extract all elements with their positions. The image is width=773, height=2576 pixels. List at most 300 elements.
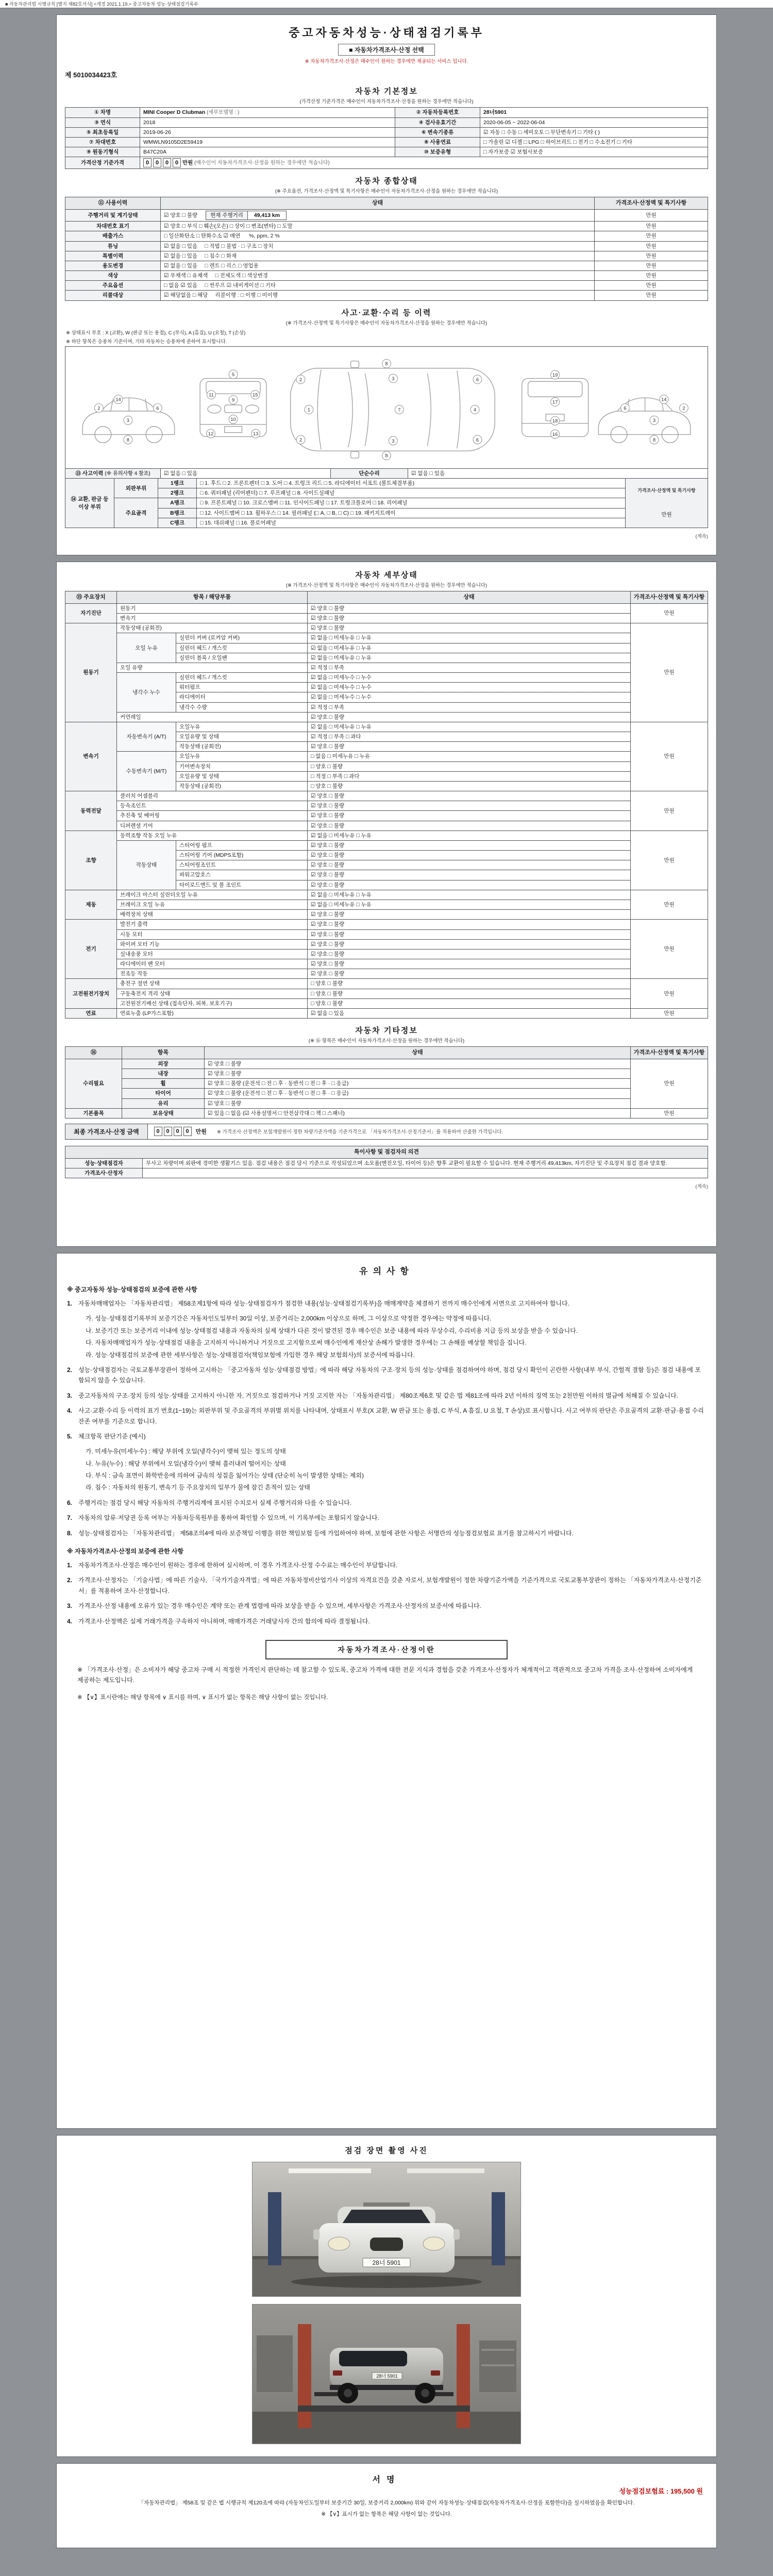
table-row [65,157,708,169]
svg-text:3: 3 [652,417,656,423]
signature-check-note: ※ 【∨】표시가 없는 항목은 해당 사항이 없는 것입니다. [321,2511,452,2518]
svg-text:8: 8 [652,436,656,443]
notice-item: 3. 가격조사·산정 내용에 오류가 있는 경우 매수인은 계약 또는 관계 법령에 따라 보상을 받을 수 있으며, 세부사항은 가격조사·산정자의 보증서에 따릅니다. [67,1602,481,1610]
table-row [65,231,708,241]
remarks-table [65,1146,708,1178]
fee-value: 195,500 원 [670,2487,703,2495]
state-checks: □ 적정 □ 부족 □ 과다 [308,771,631,781]
svg-text:7: 7 [398,406,401,412]
table-row [65,468,708,479]
price-select-option [65,44,708,56]
section-note: (※ 주요옵션, 가격조사·산정액 및 특기사항은 매수인이 자동차가격조사·산정을 원하는 경우에만 적습니다) [275,189,498,195]
price-cell: 만원 [595,281,708,291]
state-checks: ☑ 무채색 □ 유채색 □ 전체도색 □ 색상변경 [161,271,595,281]
item-label: 오일누유 [176,722,308,732]
state-checks: ☑ 적정 □ 부족 □ 과다 [308,732,631,742]
state-checks: ☑ 양호 □ 불량 [308,949,631,959]
item-label: 라디에이터 팬 모터 [117,959,308,969]
price-cell: 만원 [631,890,708,920]
column-header: ⑮ 주요장치 [65,591,117,604]
state-checks: ☑ 양호 □ 불량 [308,811,631,821]
notice-subitem: 다. 자동차매매업자가 성능·상태점검 내용을 고지하지 아니하거나 거짓으로 고지함으로써 매수인에게 재산상 손해가 발생한 경우에는 그 손해를 배상할 책임을 집니다. [86,1339,527,1347]
state-checks: ☑ 양호 □ 불량 [308,614,631,623]
item-label: 실린더 헤드 / 개스킷 [176,643,308,653]
item-label: 실린더 커버 (로커암 커버) [176,633,308,643]
table-row [65,811,708,821]
state-checks: ☑ 양호 □ 불량 [308,939,631,949]
panel-number-6 [473,375,482,384]
table-row [65,1069,708,1079]
photo-lift-svg [253,2304,520,2444]
table-row [65,1168,708,1178]
svg-text:13: 13 [253,430,259,436]
price-cell: 만원 [595,210,708,222]
field-label: 가격산정 기준가격 [65,157,140,169]
panel-number-6 [153,403,162,412]
state-checks: ☑ 양호 □ 불량 [205,1098,631,1108]
column-header: 상태 [308,591,631,604]
item-label: 커먼레일 [117,712,308,722]
table-row [65,603,708,613]
notice-item: 2. 성능·상태점검자는 국토교통부장관이 정하여 고시하는 「중고자동차 성능·상태점검 방법」에 따라 해당 자동차의 구조·장치 등의 성능·상태를 점검하여야 하며, 점검 당시 확인이 곤란한 사항(내부 부식, 간헐적 결함 등)은 점검 내용에 포함되지 않을 수 있습니다. [67,1366,701,1384]
panel-number-8 [650,435,659,444]
panel-number-2 [680,403,688,412]
device-category: 변속기 [65,722,117,791]
item-label: 오일유량 및 상태 [176,732,308,742]
field-label: ② 자동차등록번호 [395,108,480,118]
price-digit: 0 [173,158,181,167]
state-checks: ☑ 양호 □ 부식 □ 훼손(오손) □ 상이 □ 변조(변타) □ 도말 [161,222,595,231]
notice-item: 4. 사고·교환·수리 등 이력의 표기 번호(1~19)는 외판부위 및 주요골격의 부위별 위치를 나타내며, 상태표시 부호(X 교환, W 판금 또는 용접, C 부식, A 흠집, U 요철, T 손상)로 표시합니다. 사고 여부의 판단은 주요골격의 교환·판금·용접 수리 잔존 여부를 기준으로 합니다. [67,1407,704,1425]
car-submodel: (세부모델명 : ) [207,110,240,115]
state-checks: ☑ 양호 □ 불량 [308,791,631,801]
price-digit: 0 [174,1127,182,1136]
rank-label: A랭크 [158,498,197,508]
car-rear-view [522,378,589,436]
price-select-label: ■ 자동차가격조사·산정 선택 [338,44,434,56]
state-checks: ☑ 양호 □ 불량 [205,1059,631,1069]
state-checks: □ 양호 □ 불량 [308,989,631,998]
check-mark-note: ※ 【∨】표시란에는 해당 항목에 ∨ 표시를 하며, ∨ 표시가 없는 항목은 해당 사항이 없는 것입니다. [77,1694,328,1701]
price-cell: 만원 [631,1008,708,1018]
price-digit: 0 [143,158,152,167]
row-label: 차대번호 표기 [65,222,161,231]
engine-type: B47C20A [140,147,395,157]
svg-text:6: 6 [624,404,627,411]
state-checks: ☑ 없음 □ 미세누유 □ 누유 [308,900,631,910]
appraisal-definition-text: ※ 「가격조사·산정」은 소비자가 해당 중고차 구매 시 적정한 가격인지 판단하는 데 참고할 수 있도록, 중고차 가격에 대한 전문 지식과 경험을 갖춘 가격조사·산정자가 체계적이고 객관적으로 중고차 가격을 조사·산정하여 소비자에게 제공하는 제도입니다. [77,1666,693,1684]
item-label: 워터펌프 [176,683,308,692]
signature-statement: 「자동차관리법」 제58조 및 같은 법 시행규칙 제120조에 따라 (자동차인도일부터 보증기간 30일, 보증거리 2,000km) 위와 같이 자동차성능·상태점검(자동차가격조사·산정을 포함한다)을 실시하였음을 확인합니다. [138,2500,635,2506]
row-label: 리콜대상 [65,291,161,300]
sheet-photos [56,2135,717,2457]
state-checks: ☑ 양호 □ 불량 [308,969,631,979]
row-label: 색상 [65,271,161,281]
row-label: 용도변경 [65,261,161,270]
item-label: 동력조향 작동 오일 누유 [117,831,308,840]
state-checks: ☑ 적정 □ 부족 [308,702,631,712]
table-row [65,1079,708,1089]
panel-number-14 [114,395,123,403]
state-checks: ☑ 양호 □ 불량 [308,959,631,969]
panel-rank-table [65,478,708,528]
car-front-view [200,378,266,436]
table-row [65,989,708,998]
appraiser-label: 가격조사·산정자 [65,1168,143,1178]
price-cell: 만원 [595,222,708,231]
price-cell: 만원 [631,722,708,791]
state-checks: □ 없음 ☑ 있음 □ 썬루프 ☑ 내비게이션 □ 기타 [161,281,595,291]
state-checks: ☑ 양호 □ 불량 [308,929,631,939]
section-note: (가격산정 기준가격은 매수인이 자동차가격조사·산정을 원하는 경우에만 적습니다) [299,99,474,105]
table-row [65,518,708,528]
accident-history-checks: ☑ 없음 □ 있음 [161,468,331,479]
svg-text:15: 15 [253,392,258,398]
panel-number-3 [124,416,132,425]
notices-lead2: ※ 자동차가격조사·산정의 보증에 관한 사항 [67,1548,184,1555]
table-row [65,722,708,732]
simple-repair-checks: ☑ 없음 □ 있음 [408,468,708,479]
item-label: 충전구 절연 상태 [117,979,308,989]
table-row [65,1098,708,1108]
final-price-unit: 만원 [195,1129,207,1136]
overall-condition-table [65,197,708,300]
table-row [65,271,708,281]
inspector-label: 성능·상태점검자 [65,1158,143,1168]
item-group: 수동변속기 (M/T) [117,752,176,791]
other-info-table [65,1046,708,1118]
device-category: 제동 [65,890,117,920]
svg-text:2: 2 [299,436,303,443]
table-row [65,1008,708,1018]
table-row [65,1089,708,1098]
device-category: 자기진단 [65,603,117,623]
svg-text:10: 10 [230,416,236,422]
panel-number-12 [207,429,215,438]
item-label: 스티어링 펌프 [176,840,308,850]
field-label: ⑧ 사용연료 [395,137,480,147]
state-checks: ☑ 양호 □ 불량 [205,1069,631,1079]
item-label: 디퍼렌셜 기어 [117,821,308,831]
basic-info-table [65,107,708,169]
table-row [65,222,708,231]
item-label: 실내송풍 모터 [117,949,308,959]
item-label: 와이퍼 모터 기능 [117,939,308,949]
panel-number-10 [229,415,238,423]
table-row [65,752,708,761]
license-plate-text: 28너 5901 [376,2374,398,2379]
table-row [65,210,708,222]
price-cell: 만원 [631,623,708,722]
state-checks: ☑ 양호 □ 불량 [308,870,631,880]
rank2-items: □ 6. 쿼터패널 (리어펜더) □ 7. 루프패널 □ 8. 사이드실패널 [197,488,626,498]
state-checks: ☑ 없음 □ 미세누유 □ 누유 [308,831,631,840]
sheet-notices [56,1253,717,2129]
price-cell: 만원 [595,241,708,251]
state-checks: □ 양호 □ 불량 [308,979,631,989]
device-category: 원동기 [65,623,117,722]
svg-text:3: 3 [392,375,395,381]
notice-item: 1. 자동차매매업자는 「자동차관리법」 제58조제1항에 따라 성능·상태점검자가 점검한 내용(성능·상태점검기록부)을 매매계약을 체결하기 전까지 매수인에게 서면으로 고지하여야 합니다. [67,1300,569,1307]
state-checks: ☑ 없음 □ 있음 □ 적법 □ 불법 · □ 구조 □ 장치 [161,241,595,251]
price-digit: 0 [183,1127,192,1136]
price-select-note: ※ 자동차가격조사·산정은 매수인이 원하는 경우에만 제공되는 서비스 입니다. [305,59,468,64]
column-header: 항목 [122,1047,205,1059]
table-row [65,137,708,147]
state-checks: ☑ 양호 □ 불량 [308,623,631,633]
price-cell: 만원 [631,1108,708,1118]
table-row [65,920,708,929]
svg-text:6: 6 [476,436,479,443]
notice-subitem: 가. 미세누유(미세누수) : 해당 부위에 오일(냉각수)이 맺혀 있는 정도의 상태 [86,1448,286,1455]
rank-price-cell: 가격조사·산정액 및 특기사항 만원 [626,479,708,528]
state-checks: ☑ 없음 □ 미세누수 □ 누수 [308,683,631,692]
base-price-digits [143,158,181,167]
price-cell: 만원 [595,291,708,300]
table-row [65,673,708,683]
table-row [65,939,708,949]
item-group: 냉각수 누수 [117,673,176,713]
base-price-cell [140,157,708,169]
detail-condition-table [65,591,708,1019]
table-row [65,969,708,979]
field-label: ③ 연식 [65,117,140,127]
state-checks: ☑ 없음 □ 미세누유 □ 누유 [308,643,631,653]
table-row [65,1108,708,1118]
inspection-photo-front [252,2162,521,2297]
inspection-insurance-fee [70,2486,703,2496]
table-row [65,127,708,137]
panel-number-17 [551,397,560,406]
column-header: 가격조사·산정액 및 특기사항 [631,1047,708,1059]
panel-number-7 [395,405,404,414]
rank-label: C랭크 [158,518,197,528]
state-code-legend: ※ 상태표시 부호 : X (교환), W (판금 또는 용접), C (부식), A (흠집), U (요철), T (손상) [66,330,246,336]
field-label: ⑦ 차대번호 [65,137,140,147]
field-label: ⑤ 최초등록일 [65,127,140,137]
form-reference-strip [0,0,773,8]
svg-text:6: 6 [476,376,479,382]
form-reference-text: ■ 자동차관리법 시행규칙 [별지 제82호서식] <개정 2021.1.19.> 중고자동차 성능·상태점검기록부 [5,2,198,7]
table-row [65,614,708,623]
table-header-row [65,197,708,210]
final-price-value [148,1125,510,1138]
notice-item: 8. 성능·상태점검자는 「자동차관리법」 제58조의4에 따라 보증책임 이행을 위한 책임보험 등에 가입하여야 하며, 보험에 관한 사항은 서명란의 성능점검보험료 표기를 참고하시기 바랍니다. [67,1529,574,1537]
table-header-row [65,1047,708,1059]
price-cell: 만원 [631,979,708,1009]
field-label: ⑥ 변속기종류 [395,127,480,137]
svg-text:19: 19 [552,371,558,378]
panel-number-8 [382,451,391,460]
field-label: ④ 검사유효기간 [395,117,480,127]
svg-text:16: 16 [552,431,558,437]
panel-number-8 [124,435,132,444]
main-frame-label: 주요골격 [114,498,158,528]
car-side-view-right [598,398,690,434]
table-row [65,117,708,127]
column-header: 상태 [205,1047,631,1059]
state-checks: ☑ 양호 □ 불량 [308,920,631,929]
rankB-items: □ 12. 사이드멤버 □ 13. 휠하우스 □ 14. 필러패널 (□ A, □ B, □ C) □ 19. 패키지트레이 [197,508,626,518]
notice-subitem: 나. 누유(누수) : 해당 부위에서 오일(냉각수)이 맺혀 흘러내려 떨어지는 상태 [86,1460,286,1467]
state-checks: □ 일산화탄소 □ 탄화수소 ☑ 매연 %, ppm, 2 % [161,231,595,241]
price-cell: 만원 [631,831,708,890]
item-label: 원동기 [117,603,308,613]
panel-number-4 [470,405,479,414]
table-row [65,929,708,939]
item-label: 보유상태 [122,1108,205,1118]
field-label: ⑨ 원동기형식 [65,147,140,157]
column-header: ⑯ [65,1047,122,1059]
state-checks: ☑ 양호 □ 불량 [308,603,631,613]
svg-text:17: 17 [552,399,558,405]
notice-subitem: 가. 성능·상태점검기록부의 보증기간은 자동차인도일부터 30일 이상, 보증거리는 2,000km 이상으로 하며, 그 이상으로 약정한 경우에는 약정에 따릅니다. [86,1315,492,1323]
state-checks: ☑ 양호 □ 불량 (운전석 □ 전 □ 후 · 동반석 □ 전 □ 후 · □ 응급) [205,1089,631,1098]
table-row [65,998,708,1008]
state-checks: ☑ 해당없음 □ 해당 리콜이행 : □ 이행 □ 미이행 [161,291,595,300]
table-row [65,261,708,270]
table-row [65,108,708,118]
table-row [65,663,708,672]
state-checks: ☑ 양호 □ 불량 [308,712,631,722]
svg-text:14: 14 [115,396,121,402]
item-label: 배력장치 상태 [117,910,308,920]
price-digit: 0 [154,1127,162,1136]
warranty-type-checks: □ 자가보증 ☑ 보험사보증 [480,147,708,157]
photos-title: 점검 장면 촬영 사진 [345,2146,428,2155]
section-title: 자동차 종합상태 [355,177,418,186]
transmission-type-checks: ☑ 자동 □ 수동 □ 세미오토 □ 무단변속기 □ 기타 ( ) [480,127,708,137]
row-label: 주행거리 및 계기상태 [65,210,161,222]
table-row [65,281,708,291]
state-checks: ☑ 양호 □ 불량 (운전석 □ 전 □ 후 · 동반석 □ 전 □ 후 · □ 응급) [205,1079,631,1089]
item-label: 오일누유 [176,752,308,761]
panel-number-3 [650,416,659,425]
document-number: 제 5010034423호 [65,71,117,79]
sheet-signature [56,2463,717,2548]
state-checks: ☑ 양호 □ 불량 [308,840,631,850]
panel-number-15 [251,390,260,399]
svg-text:12: 12 [208,430,214,436]
other-category: 기본품목 [65,1108,122,1118]
price-digit: 0 [163,158,171,167]
section-title: 자동차 세부상태 [355,571,418,580]
item-group: 자동변속기 (A/T) [117,722,176,752]
exchange-section-label: ⑭ 교환, 판금 등 이상 부위 [65,479,114,528]
state-checks: ☑ 양호 □ 불량 [308,742,631,752]
item-label: 연료누출 (LP가스포함) [117,1008,308,1018]
price-cell: 만원 [631,920,708,979]
panel-number-19 [551,370,560,379]
svg-text:11: 11 [209,392,214,398]
panel-number-3 [389,374,397,383]
section-title: 자동차 기본정보 [355,87,418,96]
panel-number-13 [251,429,260,438]
fee-label: 성능점검보험료 : [619,2487,669,2495]
notice-item: 2. 가격조사·산정자는 「기술사법」에 따른 기술사, 「국가기술자격법」에 따른 자동차정비산업기사 이상의 자격요건을 갖춘 자로서, 보험개발원이 정한 차량기준가액을 기준가격으로 국토교통부장관이 정하는 「자동차가격조사·산정기준서」를 적용하여 조사·산정합니다. [67,1577,702,1595]
rank-label: B랭크 [158,508,197,518]
price-cell: 만원 [595,251,708,261]
table-header-row [65,1146,708,1158]
signature-title: 서명 [372,2476,401,2484]
section-remarks [65,1146,708,1178]
notice-item: 5. 체크항목 판단기준 (예시) [67,1432,146,1440]
svg-text:8: 8 [385,360,388,366]
section-overall-condition [65,175,708,300]
item-group: 오일 누유 [117,633,176,663]
item-label: 변속기 [117,614,308,623]
device-category: 조향 [65,831,117,890]
item-label: 외장 [122,1059,205,1069]
panel-number-3 [389,436,397,445]
sheet-detail [56,562,717,1247]
svg-text:18: 18 [552,417,558,423]
notice-subitem: 라. 성능·상태점검의 보증에 관한 세부사항은 성능·상태점검자(책임보험에 가입한 경우 해당 보험회사)의 보증서에 따릅니다. [86,1351,415,1359]
device-category: 연료 [65,1008,117,1018]
base-price-note: (매수인이 자동차가격조사·산정을 원하는 경우에만 적습니다) [194,160,330,166]
table-row [65,900,708,910]
item-label: 브레이크 오일 누유 [117,900,308,910]
car-name: MINI Cooper D Clubman [143,109,206,115]
table-row [65,1158,708,1168]
section-other-info [65,1025,708,1118]
price-cell: 만원 [595,261,708,270]
price-digit: 0 [153,158,161,167]
state-checks: ☑ 양호 □ 불량 현재 주행거리 49,413 km [161,210,595,222]
item-label: 추진축 및 베어링 [117,811,308,821]
state-checks: ☑ 양호 □ 불량 [308,860,631,870]
notice-subitem: 나. 보증기간 또는 보증거리 이내에 성능·상태점검 내용과 자동차의 실제 상태가 다른 것이 발견된 경우 매수인은 보증 내용에 따라 무상수리, 수리비용 지급 등의 보상을 받을 수 있습니다. [86,1327,578,1334]
notices-list-performance [65,1298,708,1538]
item-label: 스티어링 기어 (MDPS포함) [176,851,308,860]
svg-text:2: 2 [299,376,303,382]
item-label: 브레이크 마스터 실린더오일 누유 [117,890,308,900]
notice-item: 4. 가격조사·산정액은 실제 거래가격을 구속하지 아니하며, 매매가격은 거래당사자 간의 합의에 따라 결정됩니다. [67,1617,370,1625]
simple-repair-label: 단순수리 [331,468,408,479]
state-checks: □ 양호 □ 불량 [308,761,631,771]
table-row [65,251,708,261]
panel-number-2 [296,435,305,444]
state-checks: ☑ 있음 □ 없음 (☑ 사용설명서 □ 안전삼각대 □ 잭 □ 스패너) [205,1108,631,1118]
table-row [65,890,708,900]
state-checks: ☑ 없음 □ 있음 □ 침수 □ 화재 [161,251,595,261]
state-checks: □ 양호 □ 불량 [308,781,631,791]
price-unit: 만원 [182,159,193,166]
outer-panel-label: 외판부위 [114,479,158,498]
svg-text:5: 5 [231,371,235,377]
table-row [65,498,708,508]
item-label: 유리 [122,1098,205,1108]
table-row [65,508,708,518]
item-label: 시동 모터 [117,929,308,939]
price-digit: 0 [164,1127,172,1136]
notice-item: 3. 중고자동차의 구조·장치 등의 성능·상태를 고지하지 아니한 자, 거짓으로 점검하거나 거짓 고지한 자는 「자동차관리법」 제80조제6호 및 같은 법 제81조에 따라 2년 이하의 징역 또는 2천만원 이하의 벌금에 처해질 수 있습니다. [67,1392,679,1399]
item-label: 작동상태 (공회전) [176,742,308,752]
rank-label: 2랭크 [158,488,197,498]
item-label: 실린더 블록 / 오일팬 [176,653,308,663]
state-checks: ☑ 없음 □ 미세누유 □ 누유 [308,633,631,643]
notice-subitem: 라. 침수 : 자동차의 원동기, 변속기 등 주요장치의 일부가 물에 잠긴 흔적이 있는 상태 [86,1484,310,1492]
item-label: 오일 유량 [117,663,308,672]
device-category: 고전원전기장치 [65,979,117,1009]
item-label: 실린더 헤드 / 개스킷 [176,673,308,683]
section-note: (※ 가격조사·산정액 및 특기사항은 매수인이 자동차가격조사·산정을 원하는 경우에만 적습니다) [285,320,488,326]
table-row [65,241,708,251]
svg-text:2: 2 [682,404,685,411]
svg-text:9: 9 [231,397,235,403]
rank-label: 1랭크 [158,479,197,488]
price-cell: 만원 [631,791,708,831]
